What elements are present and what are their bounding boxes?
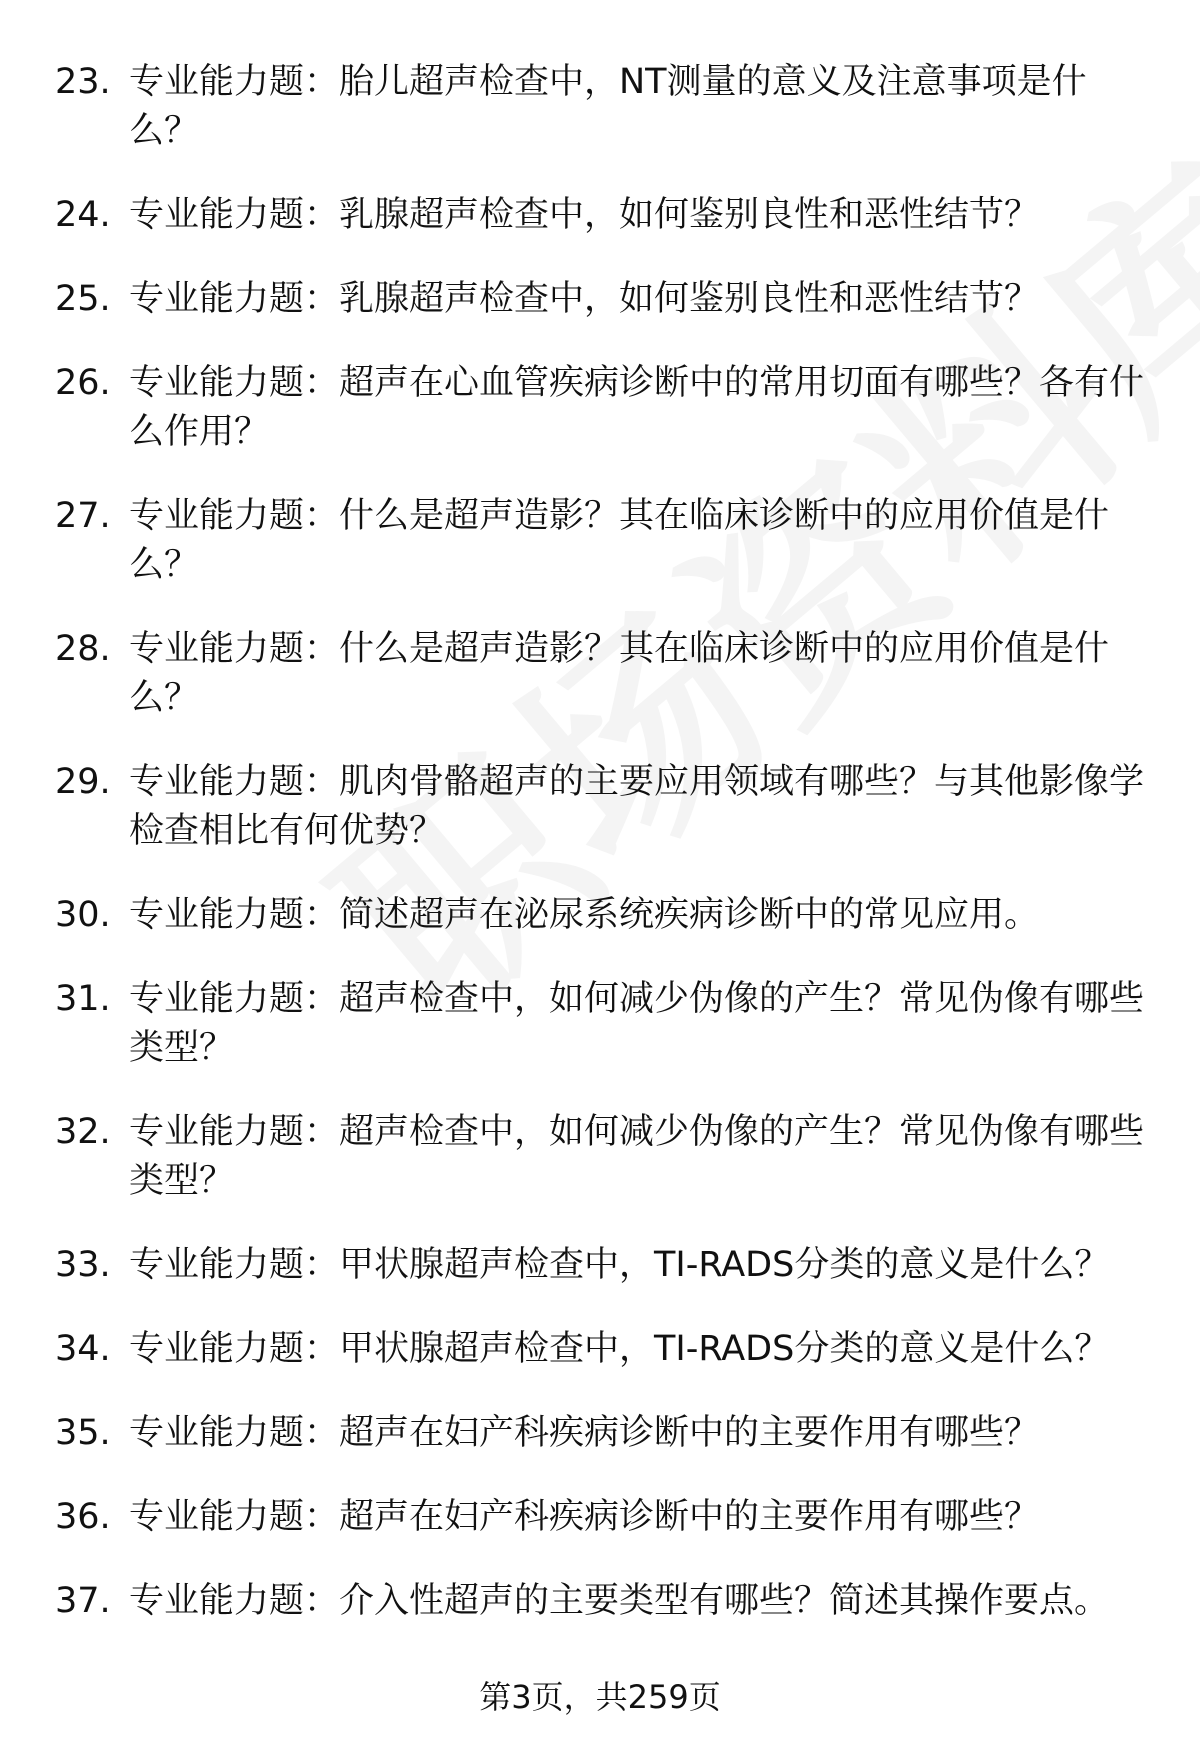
question-text: 专业能力题：什么是超声造影？其在临床诊断中的应用价值是什么？	[129, 496, 1110, 585]
question-text: 专业能力题：甲状腺超声检查中，TI-RADS分类的意义是什么？	[129, 1329, 1110, 1369]
question-item	[55, 1577, 1155, 1626]
question-text: 专业能力题：什么是超声造影？其在临床诊断中的应用价值是什么？	[129, 629, 1110, 718]
question-item	[55, 625, 1155, 723]
question-item	[55, 1325, 1155, 1374]
question-item	[55, 1241, 1155, 1290]
question-number: 26.	[55, 363, 111, 403]
question-item	[55, 492, 1155, 590]
question-text: 专业能力题：超声在妇产科疾病诊断中的主要作用有哪些？	[129, 1413, 1040, 1453]
question-text: 专业能力题：胎儿超声检查中，NT测量的意义及注意事项是什么？	[129, 62, 1087, 151]
question-number: 30.	[55, 895, 111, 935]
question-text: 专业能力题：超声检查中，如何减少伪像的产生？常见伪像有哪些类型？	[129, 1112, 1145, 1201]
question-item	[55, 58, 1155, 156]
question-item	[55, 758, 1155, 856]
question-text: 专业能力题：甲状腺超声检查中，TI-RADS分类的意义是什么？	[129, 1245, 1110, 1285]
question-number: 37.	[55, 1581, 111, 1621]
question-text: 专业能力题：乳腺超声检查中，如何鉴别良性和恶性结节？	[129, 279, 1040, 319]
question-item	[55, 1493, 1155, 1542]
question-text: 专业能力题：简述超声在泌尿系统疾病诊断中的常见应用。	[129, 895, 1040, 935]
question-number: 24.	[55, 195, 111, 235]
question-number: 29.	[55, 762, 111, 802]
question-number: 28.	[55, 629, 111, 669]
question-number: 25.	[55, 279, 111, 319]
question-text: 专业能力题：超声在妇产科疾病诊断中的主要作用有哪些？	[129, 1497, 1040, 1537]
question-text: 专业能力题：乳腺超声检查中，如何鉴别良性和恶性结节？	[129, 195, 1040, 235]
question-text: 专业能力题：肌肉骨骼超声的主要应用领域有哪些？与其他影像学检查相比有何优势？	[129, 762, 1145, 851]
question-item	[55, 359, 1155, 457]
question-number: 27.	[55, 496, 111, 536]
question-number: 35.	[55, 1413, 111, 1453]
question-number: 32.	[55, 1112, 111, 1152]
question-number: 33.	[55, 1245, 111, 1285]
question-text: 专业能力题：超声在心血管疾病诊断中的常用切面有哪些？各有什么作用？	[129, 363, 1145, 452]
question-number: 23.	[55, 62, 111, 102]
question-item	[55, 191, 1155, 240]
question-item	[55, 891, 1155, 940]
question-item	[55, 275, 1155, 324]
question-number: 34.	[55, 1329, 111, 1369]
question-item	[55, 975, 1155, 1073]
question-list	[55, 58, 1155, 1661]
question-text: 专业能力题：超声检查中，如何减少伪像的产生？常见伪像有哪些类型？	[129, 979, 1145, 1068]
question-number: 31.	[55, 979, 111, 1019]
question-item	[55, 1108, 1155, 1206]
question-item	[55, 1409, 1155, 1458]
question-number: 36.	[55, 1497, 111, 1537]
page-footer: 第3页，共259页	[479, 1678, 721, 1716]
question-text: 专业能力题：介入性超声的主要类型有哪些？简述其操作要点。	[129, 1581, 1110, 1621]
